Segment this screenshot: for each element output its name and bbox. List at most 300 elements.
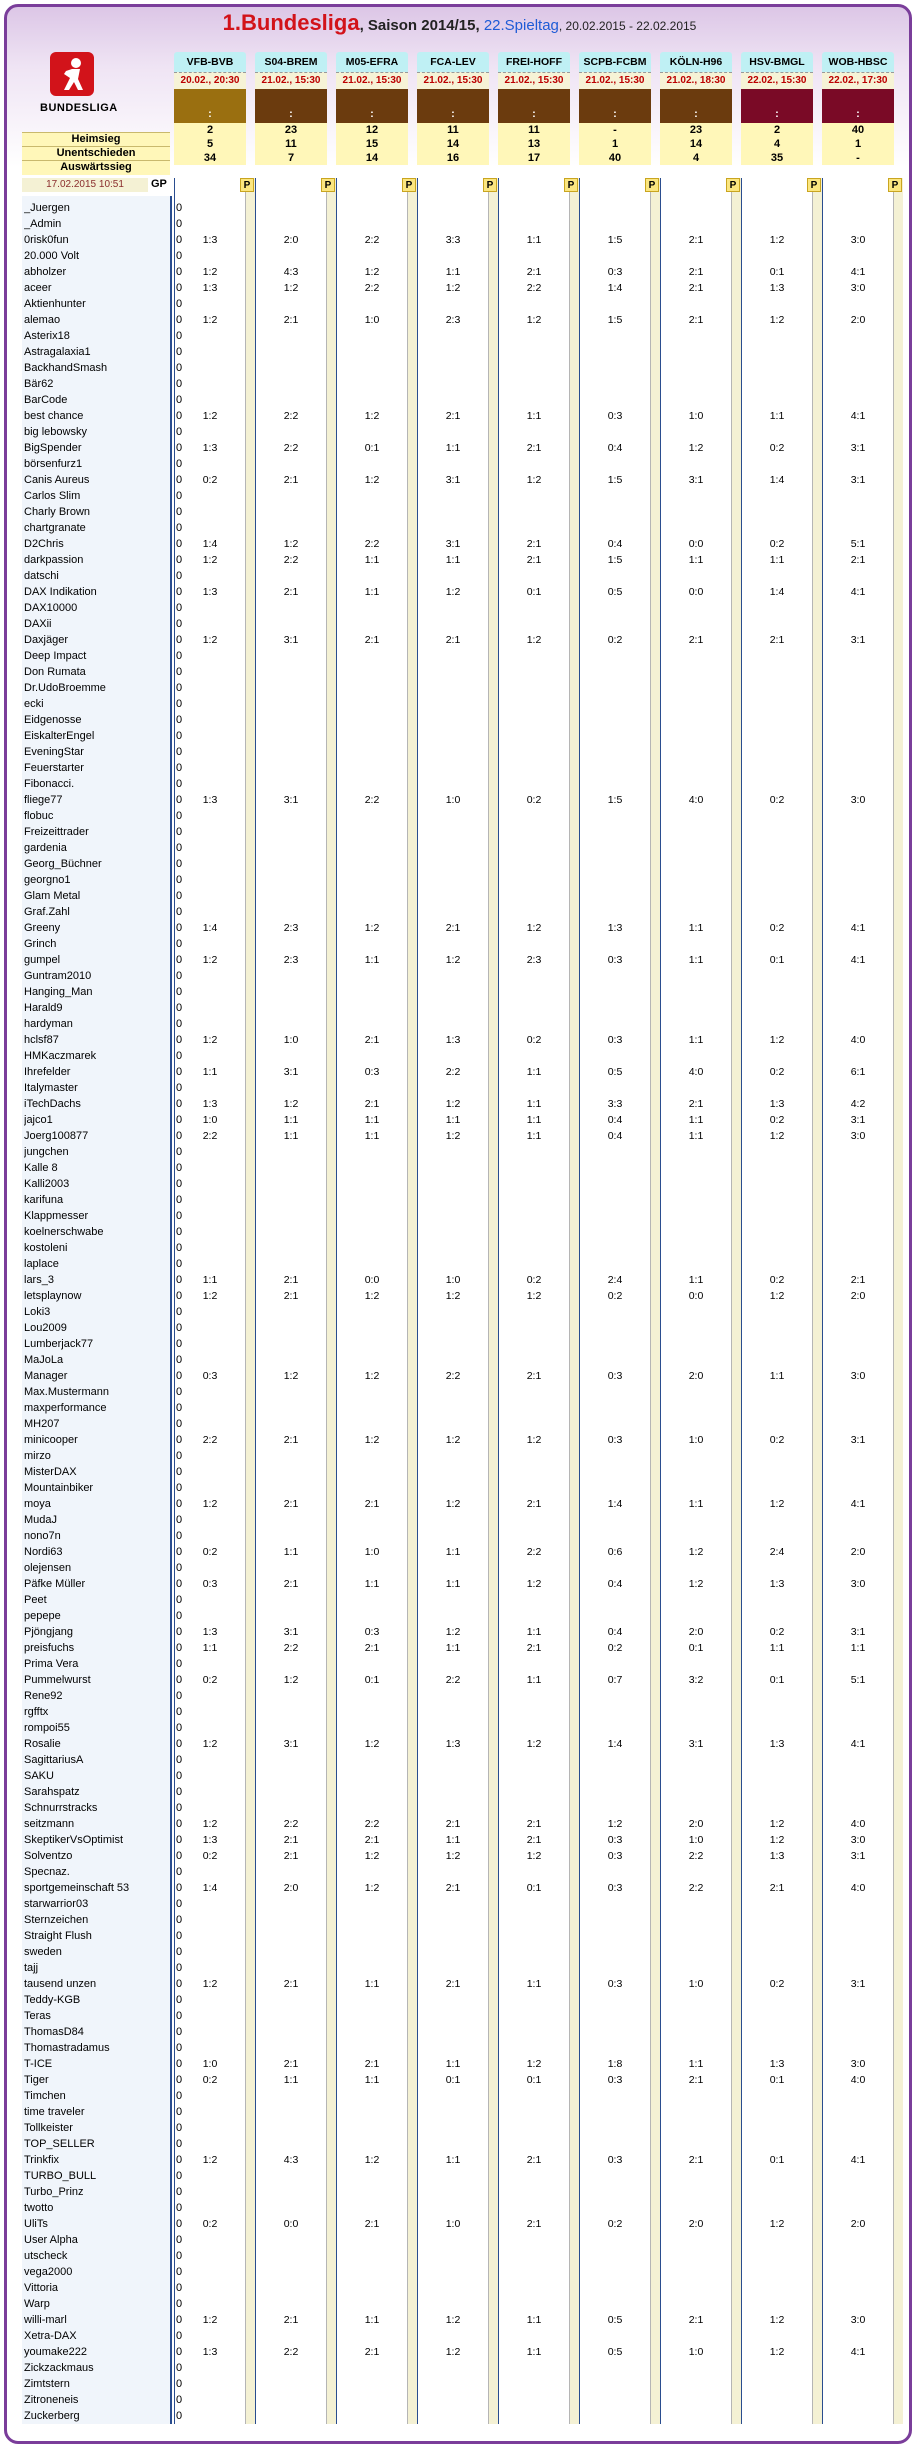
player-name: Thomastradamus <box>24 2042 110 2054</box>
tip-cell: 1:1 <box>445 2058 461 2070</box>
player-points: 0 <box>175 506 183 518</box>
player-points: 0 <box>175 1450 183 1462</box>
tip-cell: 0:4 <box>607 1578 623 1590</box>
tip-cell: 1:1 <box>688 554 704 566</box>
player-points: 0 <box>175 2378 183 2390</box>
table-row <box>22 1448 882 1464</box>
player-name: BackhandSmash <box>24 362 108 374</box>
tip-cell: 1:2 <box>202 954 218 966</box>
player-points: 0 <box>175 1626 183 1638</box>
tip-cell: 3:3 <box>445 234 461 246</box>
points-header: P <box>888 178 902 192</box>
table-row <box>22 1272 882 1288</box>
player-name: BigSpender <box>24 442 82 454</box>
player-name: MudaJ <box>24 1514 58 1526</box>
tip-cell: 0:2 <box>769 922 785 934</box>
player-points: 0 <box>175 1994 183 2006</box>
tip-cell: 4:0 <box>688 1066 704 1078</box>
table-row <box>22 616 882 632</box>
player-name: sweden <box>24 1946 62 1958</box>
tip-cell: 1:2 <box>202 266 218 278</box>
table-row <box>22 488 882 504</box>
tip-cell: 2:1 <box>526 2218 542 2230</box>
tip-cell: 2:2 <box>445 1674 461 1686</box>
tip-cell: 1:1 <box>445 554 461 566</box>
tip-cell: 1:1 <box>526 1114 542 1126</box>
player-points: 0 <box>175 2202 183 2214</box>
tip-cell: 2:2 <box>283 410 299 422</box>
table-row <box>22 1176 882 1192</box>
tip-cell: 2:4 <box>769 1546 785 1558</box>
player-points: 0 <box>175 378 183 390</box>
table-row <box>22 2312 882 2328</box>
player-points: 0 <box>175 1242 183 1254</box>
player-name: Loki3 <box>24 1306 51 1318</box>
match-header <box>498 52 570 165</box>
tip-cell: 2:1 <box>283 1834 299 1846</box>
player-name: vega2000 <box>24 2266 73 2278</box>
player-points: 0 <box>175 1914 183 1926</box>
table-row <box>22 856 882 872</box>
tip-cell: 2:1 <box>364 634 380 646</box>
player-points: 0 <box>175 1338 183 1350</box>
player-points: 0 <box>175 2170 183 2182</box>
tip-cell: 1:2 <box>202 2314 218 2326</box>
player-points: 0 <box>175 2346 183 2358</box>
match-score: : <box>579 106 651 123</box>
away-count: 35 <box>741 151 813 165</box>
player-points: 0 <box>175 474 183 486</box>
player-name: tajj <box>24 1962 39 1974</box>
tip-cell: 1:2 <box>769 2314 785 2326</box>
tip-cell: 1:2 <box>769 314 785 326</box>
match-time: 21.02., 15:30 <box>336 72 408 89</box>
stat-label-away: Auswärtssieg <box>22 160 170 175</box>
table-row <box>22 2296 882 2312</box>
tip-cell: 0:3 <box>607 1882 623 1894</box>
points-header: P <box>483 178 497 192</box>
tip-cell: 1:2 <box>769 2346 785 2358</box>
tip-cell: 2:1 <box>526 442 542 454</box>
tip-cell: 0:3 <box>364 1626 380 1638</box>
tip-cell: 0:0 <box>688 1290 704 1302</box>
tip-cell: 3:1 <box>850 1850 866 1862</box>
tip-cell: 2:1 <box>283 1434 299 1446</box>
tip-cell: 2:1 <box>364 1034 380 1046</box>
table-row <box>22 2392 882 2408</box>
tip-cell: 1:0 <box>688 1834 704 1846</box>
player-name: Harald9 <box>24 1002 63 1014</box>
player-points: 0 <box>175 298 183 310</box>
tip-cell: 1:1 <box>364 2314 380 2326</box>
player-name: seitzmann <box>24 1818 75 1830</box>
tip-cell: 2:1 <box>688 634 704 646</box>
match-score: : <box>741 106 813 123</box>
table-row <box>22 936 882 952</box>
tip-cell: 1:2 <box>202 314 218 326</box>
player-name: Xetra-DAX <box>24 2330 77 2342</box>
player-name: HMKaczmarek <box>24 1050 97 1062</box>
tip-cell: 1:0 <box>283 1034 299 1046</box>
tip-cell: 1:2 <box>283 1098 299 1110</box>
table-row <box>22 552 882 568</box>
tip-cell: 2:2 <box>364 538 380 550</box>
table-row <box>22 1368 882 1384</box>
tip-cell: 2:0 <box>283 1882 299 1894</box>
player-points: 0 <box>175 2090 183 2102</box>
player-points: 0 <box>175 410 183 422</box>
player-points: 0 <box>175 1418 183 1430</box>
match-header <box>579 52 651 165</box>
tip-cell: 1:3 <box>202 234 218 246</box>
table-row <box>22 600 882 616</box>
player-name: MisterDAX <box>24 1466 77 1478</box>
table-row <box>22 1480 882 1496</box>
player-name: 20.000 Volt <box>24 250 80 262</box>
player-points: 0 <box>175 250 183 262</box>
tip-cell: 0:0 <box>283 2218 299 2230</box>
tip-cell: 1:1 <box>364 586 380 598</box>
player-name: nono7n <box>24 1530 61 1542</box>
player-name: flobuc <box>24 810 54 822</box>
player-name: DAXii <box>24 618 52 630</box>
tip-cell: 1:3 <box>769 1738 785 1750</box>
player-name: Pjöngjang <box>24 1626 73 1638</box>
player-points: 0 <box>175 1786 183 1798</box>
tip-cell: 1:2 <box>526 2058 542 2070</box>
table-row <box>22 2056 882 2072</box>
player-name: Trinkfix <box>24 2154 60 2166</box>
tip-cell: 2:1 <box>283 1498 299 1510</box>
table-row <box>22 344 882 360</box>
away-count: 34 <box>174 151 246 165</box>
tip-cell: 1:2 <box>769 2218 785 2230</box>
player-name: twotto <box>24 2202 54 2214</box>
tip-cell: 2:1 <box>445 1818 461 1830</box>
tip-cell: 0:3 <box>202 1370 218 1382</box>
player-name: rgfftx <box>24 1706 49 1718</box>
table-row <box>22 632 882 648</box>
points-header: P <box>645 178 659 192</box>
tip-cell: 0:1 <box>526 2074 542 2086</box>
player-name: iTechDachs <box>24 1098 81 1110</box>
tip-cell: 1:2 <box>202 1290 218 1302</box>
player-points: 0 <box>175 2330 183 2342</box>
tip-cell: 4:1 <box>850 2346 866 2358</box>
tip-cell: 0:4 <box>607 538 623 550</box>
player-points: 0 <box>175 2138 183 2150</box>
player-name: Feuerstarter <box>24 762 84 774</box>
table-row <box>22 1640 882 1656</box>
tip-cell: 1:1 <box>283 1114 299 1126</box>
table-row <box>22 2264 882 2280</box>
tip-cell: 2:4 <box>607 1274 623 1286</box>
tip-cell: 1:4 <box>202 922 218 934</box>
tip-cell: 1:1 <box>445 1834 461 1846</box>
draw-count: 11 <box>255 137 327 151</box>
timestamp: 17.02.2015 10:51 <box>22 178 148 192</box>
player-points: 0 <box>175 2250 183 2262</box>
player-points: 0 <box>175 218 183 230</box>
tip-cell: 1:2 <box>202 1978 218 1990</box>
player-name: Carlos Slim <box>24 490 81 502</box>
tip-cell: 1:2 <box>364 1370 380 1382</box>
tip-cell: 3:0 <box>850 1834 866 1846</box>
tip-cell: 1:3 <box>769 1578 785 1590</box>
tip-cell: 0:2 <box>607 2218 623 2230</box>
player-name: kostoleni <box>24 1242 68 1254</box>
tip-cell: 1:1 <box>688 1114 704 1126</box>
table-row <box>22 1576 882 1592</box>
tip-cell: 2:2 <box>202 1434 218 1446</box>
table-row <box>22 2232 882 2248</box>
tip-cell: 2:3 <box>283 922 299 934</box>
player-name: laplace <box>24 1258 59 1270</box>
tip-cell: 2:1 <box>283 1290 299 1302</box>
tip-cell: 2:2 <box>283 1818 299 1830</box>
player-name: Glam Metal <box>24 890 81 902</box>
player-points: 0 <box>175 1578 183 1590</box>
player-name: Peet <box>24 1594 47 1606</box>
match-header <box>174 52 246 165</box>
player-name: Hanging_Man <box>24 986 93 998</box>
player-name: BarCode <box>24 394 68 406</box>
tip-cell: 2:1 <box>283 314 299 326</box>
player-points: 0 <box>175 1066 183 1078</box>
tip-cell: 2:2 <box>364 282 380 294</box>
stat-label-draw: Unentschieden <box>22 146 170 161</box>
match-time: 22.02., 15:30 <box>741 72 813 89</box>
tip-cell: 0:1 <box>769 2154 785 2166</box>
tip-cell: 2:1 <box>688 1098 704 1110</box>
home-count: 2 <box>174 123 246 137</box>
tip-cell: 1:0 <box>202 2058 218 2070</box>
table-row <box>22 1304 882 1320</box>
tip-cell: 0:2 <box>769 1114 785 1126</box>
tip-cell: 2:1 <box>364 1498 380 1510</box>
player-name: mirzo <box>24 1450 51 1462</box>
tip-cell: 2:1 <box>526 538 542 550</box>
tip-cell: 0:2 <box>769 1066 785 1078</box>
table-row <box>22 1096 882 1112</box>
player-points: 0 <box>175 2186 183 2198</box>
match-score-spacer <box>498 89 570 106</box>
tip-cell: 1:2 <box>445 2314 461 2326</box>
tip-cell: 1:1 <box>283 2074 299 2086</box>
tip-cell: 1:3 <box>769 282 785 294</box>
player-points: 0 <box>175 922 183 934</box>
match-score: : <box>660 106 732 123</box>
tip-cell: 1:2 <box>445 282 461 294</box>
table-row <box>22 1464 882 1480</box>
tip-cell: 1:2 <box>445 1850 461 1862</box>
player-points: 0 <box>175 602 183 614</box>
table-row <box>22 2280 882 2296</box>
tip-cell: 0:4 <box>607 1114 623 1126</box>
player-name: tausend unzen <box>24 1978 97 1990</box>
tip-cell: 1:1 <box>526 1674 542 1686</box>
tip-cell: 1:1 <box>688 1130 704 1142</box>
table-row <box>22 1560 882 1576</box>
bundesliga-emblem-icon <box>50 52 94 96</box>
table-row <box>22 1048 882 1064</box>
tip-cell: 3:1 <box>850 634 866 646</box>
player-name: D2Chris <box>24 538 64 550</box>
player-points: 0 <box>175 1818 183 1830</box>
tip-cell: 4:1 <box>850 1498 866 1510</box>
tip-cell: 1:2 <box>688 1546 704 1558</box>
tip-cell: 2:1 <box>283 1850 299 1862</box>
home-count: 11 <box>417 123 489 137</box>
tip-cell: 4:1 <box>850 1738 866 1750</box>
tip-cell: 2:1 <box>526 266 542 278</box>
tip-cell: 1:1 <box>364 1130 380 1142</box>
tip-cell: 2:1 <box>364 2058 380 2070</box>
tip-cell: 1:1 <box>364 1978 380 1990</box>
table-row <box>22 1224 882 1240</box>
table-row <box>22 2360 882 2376</box>
table-row <box>22 1672 882 1688</box>
player-points: 0 <box>175 1050 183 1062</box>
tip-cell: 1:2 <box>445 1290 461 1302</box>
tip-cell: 1:2 <box>202 1818 218 1830</box>
tip-cell: 1:2 <box>445 1626 461 1638</box>
tip-cell: 1:1 <box>445 442 461 454</box>
player-points: 0 <box>175 1962 183 1974</box>
table-row <box>22 1864 882 1880</box>
player-name: lars_3 <box>24 1274 54 1286</box>
table-row <box>22 1144 882 1160</box>
tip-cell: 1:4 <box>202 1882 218 1894</box>
player-points: 0 <box>175 202 183 214</box>
tip-cell: 2:2 <box>283 554 299 566</box>
table-row <box>22 264 882 280</box>
player-points: 0 <box>175 682 183 694</box>
table-row <box>22 520 882 536</box>
tip-cell: 2:2 <box>364 794 380 806</box>
table-row <box>22 1208 882 1224</box>
player-name: big lebowsky <box>24 426 87 438</box>
player-name: ecki <box>24 698 44 710</box>
tip-cell: 1:1 <box>445 1642 461 1654</box>
points-header: P <box>240 178 254 192</box>
tip-cell: 2:1 <box>688 2074 704 2086</box>
home-count: 23 <box>660 123 732 137</box>
table-row <box>22 1496 882 1512</box>
table-row <box>22 2008 882 2024</box>
player-name: 0risk0fun <box>24 234 69 246</box>
tip-cell: 1:2 <box>445 2346 461 2358</box>
player-points: 0 <box>175 1434 183 1446</box>
player-points: 0 <box>175 650 183 662</box>
player-name: Guntram2010 <box>24 970 92 982</box>
player-name: preisfuchs <box>24 1642 75 1654</box>
tip-cell: 4:1 <box>850 410 866 422</box>
table-row <box>22 1400 882 1416</box>
player-name: MH207 <box>24 1418 60 1430</box>
player-points: 0 <box>175 362 183 374</box>
table-row <box>22 712 882 728</box>
player-name: Teras <box>24 2010 51 2022</box>
player-name: Prima Vera <box>24 1658 79 1670</box>
match-score: : <box>255 106 327 123</box>
player-name: _Admin <box>24 218 62 230</box>
tip-cell: 0:1 <box>364 442 380 454</box>
tip-cell: 1:2 <box>202 2154 218 2166</box>
tip-cell: 2:0 <box>688 1626 704 1638</box>
tip-cell: 0:1 <box>526 1882 542 1894</box>
tip-cell: 1:5 <box>607 234 623 246</box>
match-name: SCPB-FCBM <box>579 52 651 72</box>
player-points: 0 <box>175 234 183 246</box>
table-row <box>22 584 882 600</box>
tip-cell: 1:3 <box>202 1834 218 1846</box>
season-label: , Saison 2014/15, <box>359 17 480 34</box>
tip-cell: 3:1 <box>850 1978 866 1990</box>
tip-cell: 1:0 <box>688 1978 704 1990</box>
player-name: Mountainbiker <box>24 1482 94 1494</box>
match-header <box>255 52 327 165</box>
tip-cell: 1:0 <box>688 2346 704 2358</box>
player-points: 0 <box>175 282 183 294</box>
tip-cell: 2:0 <box>283 234 299 246</box>
table-row <box>22 472 882 488</box>
tip-cell: 1:1 <box>445 266 461 278</box>
tip-cell: 2:2 <box>688 1850 704 1862</box>
player-name: Zitroneneis <box>24 2394 79 2406</box>
table-row <box>22 1128 882 1144</box>
tip-cell: 4:1 <box>850 922 866 934</box>
points-header: P <box>402 178 416 192</box>
bundesliga-logo <box>40 52 118 134</box>
table-row <box>22 1512 882 1528</box>
draw-count: 5 <box>174 137 246 151</box>
player-name: T-ICE <box>24 2058 53 2070</box>
tip-cell: 1:1 <box>688 1498 704 1510</box>
table-row <box>22 1624 882 1640</box>
tip-cell: 1:1 <box>769 554 785 566</box>
tip-cell: 1:5 <box>607 314 623 326</box>
player-points: 0 <box>175 1642 183 1654</box>
tip-cell: 2:2 <box>283 1642 299 1654</box>
player-points: 0 <box>175 2362 183 2374</box>
player-points: 0 <box>175 618 183 630</box>
tip-cell: 2:1 <box>364 1098 380 1110</box>
player-name: Straight Flush <box>24 1930 92 1942</box>
player-name: abholzer <box>24 266 67 278</box>
tip-cell: 2:1 <box>526 1498 542 1510</box>
tip-cell: 3:0 <box>850 1370 866 1382</box>
tip-cell: 2:1 <box>526 554 542 566</box>
player-points: 0 <box>175 1866 183 1878</box>
player-points: 0 <box>175 554 183 566</box>
tip-cell: 1:2 <box>364 1738 380 1750</box>
table-row <box>22 968 882 984</box>
player-points: 0 <box>175 1610 183 1622</box>
player-name: Tiger <box>24 2074 49 2086</box>
table-row <box>22 1656 882 1672</box>
player-points: 0 <box>175 2234 183 2246</box>
tip-cell: 2:1 <box>850 554 866 566</box>
tip-cell: 2:1 <box>283 1274 299 1286</box>
page-title <box>0 10 919 36</box>
player-name: Asterix18 <box>24 330 70 342</box>
player-name: SkeptikerVsOptimist <box>24 1834 124 1846</box>
player-points: 0 <box>175 746 183 758</box>
player-points: 0 <box>175 1274 183 1286</box>
tip-cell: 1:1 <box>526 410 542 422</box>
player-points: 0 <box>175 2010 183 2022</box>
